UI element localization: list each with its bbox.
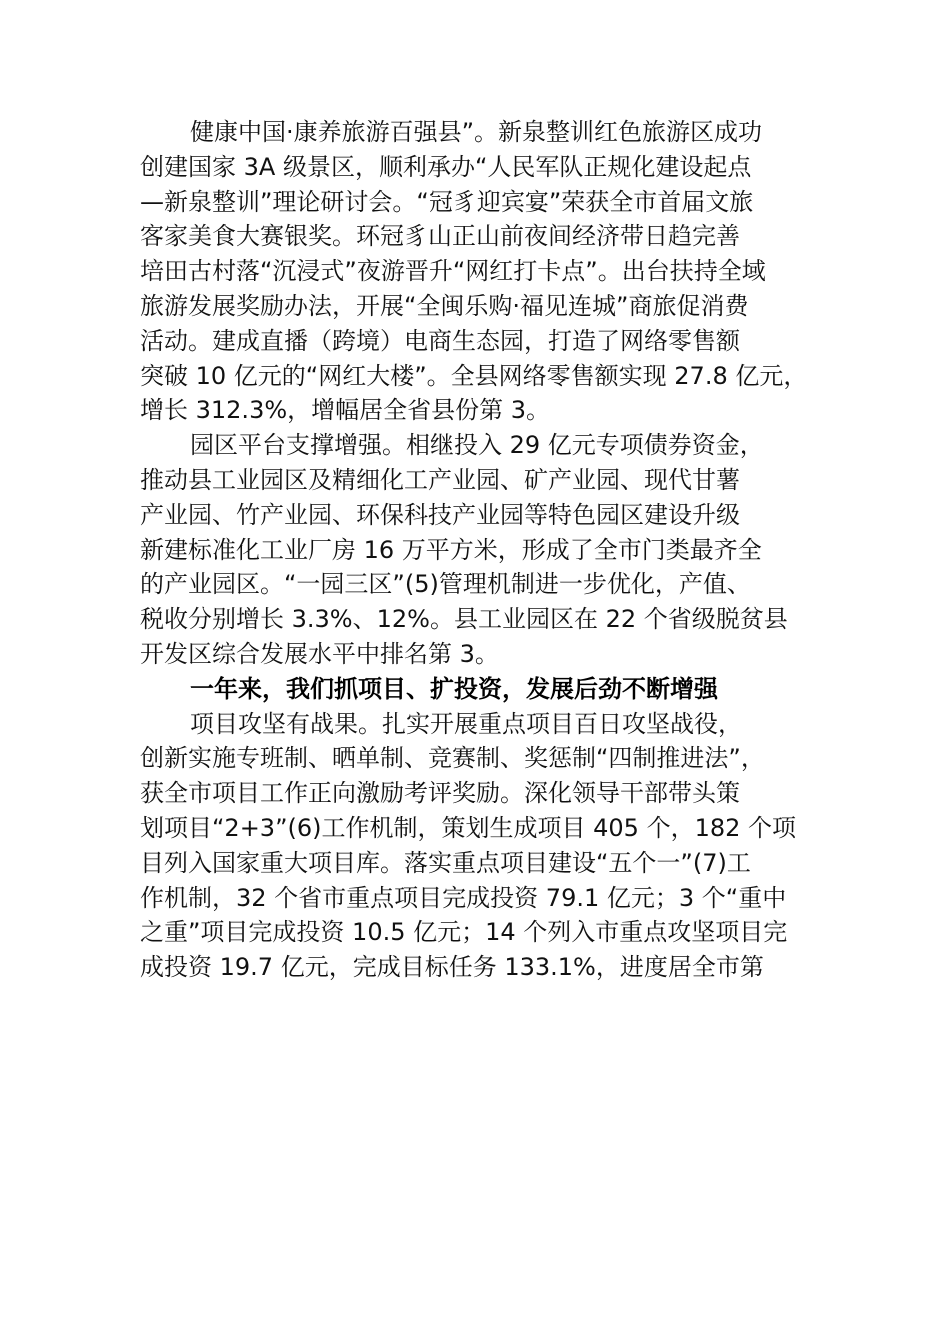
paragraph-line: 项目攻坚有战果。扎实开展重点项目百日攻坚战役， — [190, 709, 742, 738]
paragraph-line: 的产业园区。“一园三区”(5)管理机制进一步优化，产值、 — [140, 570, 751, 599]
paragraph-line: 活动。建成直播（跨境）电商生态园，打造了网络零售额 — [140, 326, 740, 355]
section-heading: 一年来，我们抓项目、扩投资，发展后劲不断增强 — [190, 674, 718, 703]
paragraph-line: 旅游发展奖励办法，开展“全闽乐购·福见连城”商旅促消费 — [140, 291, 749, 320]
paragraph-line: 健康中国·康养旅游百强县”。新泉整训红色旅游区成功 — [190, 118, 763, 146]
paragraph-line: —新泉整训”理论研讨会。“冠豸迎宾宴”荣获全市首届文旅 — [140, 187, 754, 216]
paragraph-line: 目列入国家重大项目库。落实重点项目建设“五个一”(7)工 — [140, 848, 751, 877]
paragraph-line: 创建国家 3A 级景区，顺利承办“人民军队正规化建设起点 — [140, 152, 752, 181]
paragraph-line: 客家美食大赛银奖。环冠豸山正山前夜间经济带日趋完善 — [140, 222, 740, 251]
paragraph-line: 推动县工业园区及精细化工产业园、矿产业园、现代甘薯 — [140, 465, 740, 494]
paragraph-line: 划项目“2+3”(6)工作机制，策划生成项目 405 个，182 个项 — [140, 813, 797, 842]
paragraph-line: 培田古村落“沉浸式”夜游晋升“网红打卡点”。出台扶持全域 — [140, 257, 766, 286]
paragraph-line: 之重”项目完成投资 10.5 亿元；14 个列入市重点攻坚项目完 — [140, 918, 788, 947]
paragraph-line: 成投资 19.7 亿元，完成目标任务 133.1%，进度居全市第 — [140, 953, 764, 982]
paragraph-line: 开发区综合发展水平中排名第 3。 — [140, 639, 499, 668]
paragraph-line: 税收分别增长 3.3%、12%。县工业园区在 22 个省级脱贫县 — [140, 605, 788, 634]
paragraph-line: 产业园、竹产业园、环保科技产业园等特色园区建设升级 — [140, 500, 740, 529]
paragraph-line: 作机制，32 个省市重点项目完成投资 79.1 亿元；3 个“重中 — [140, 883, 787, 912]
paragraph-line: 增长 312.3%，增幅居全省县份第 3。 — [140, 396, 551, 425]
paragraph-line: 突破 10 亿元的“网红大楼”。全县网络零售额实现 27.8 亿元， — [140, 361, 808, 390]
document-body — [140, 115, 830, 985]
paragraph-line: 园区平台支撑增强。相继投入 29 亿元专项债券资金， — [190, 431, 764, 460]
paragraph-line: 创新实施专班制、晒单制、竞赛制、奖惩制“四制推进法”， — [140, 744, 765, 773]
paragraph-line: 获全市项目工作正向激励考评奖励。深化领导干部带头策 — [140, 779, 740, 808]
paragraph-line: 新建标准化工业厂房 16 万平方米，形成了全市门类最齐全 — [140, 535, 762, 564]
